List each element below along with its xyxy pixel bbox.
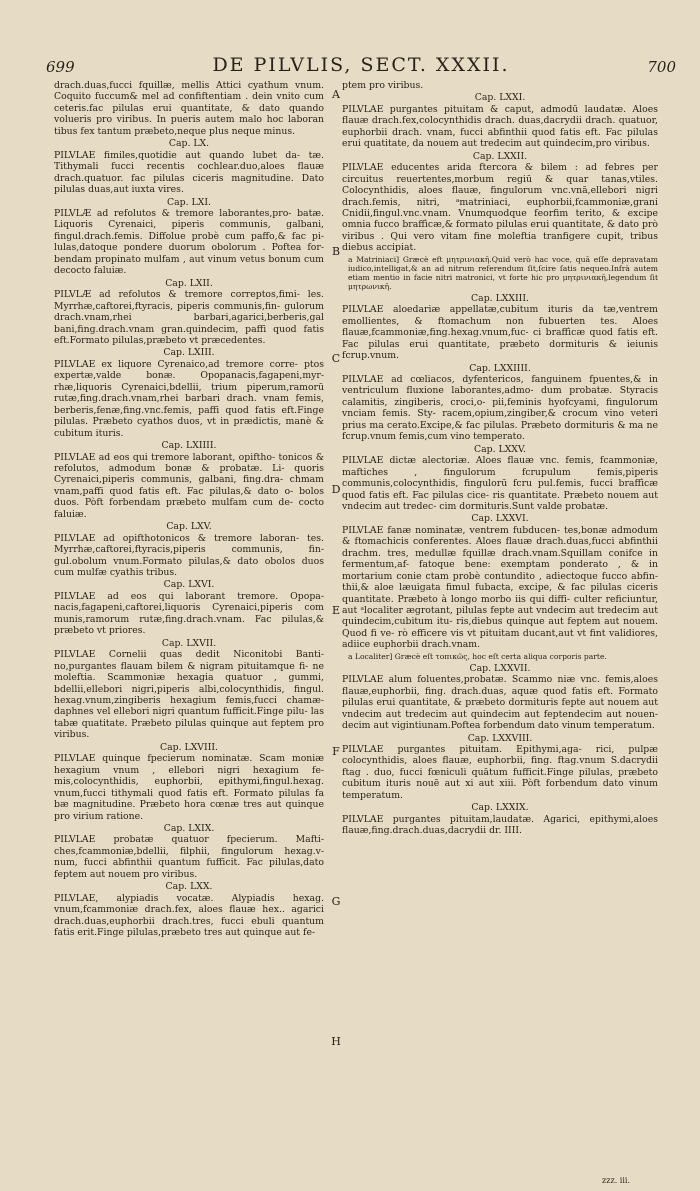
margin-letter: D xyxy=(331,483,341,496)
paragraph: PILVLAE ad opifthotonicos & tremore laboran- tes. Myrrhæ,caftorei,ftyracis,piperis communis, fin- gul.obolum vnum.Formato pilulas,& dato obolos duos cum mulfæ cyathis tribus. xyxy=(54,532,324,579)
footnote: a Localiter] Græcè eſt τοπικῶς, hoc eſt certa aliqua corporis parte. xyxy=(348,651,607,661)
margin-letter: A xyxy=(332,88,340,101)
margin-letter: G xyxy=(331,895,341,908)
left-column xyxy=(54,80,324,939)
paragraph: PILVLAE alum foluentes,probatæ. Scammo niæ vnc. femis,aloes flauæ,euphorbii, fing. drach.duas, aquæ quod fatis eft. Formato pilulas erui quantitate, & præbeto dormituris fepte aut nouem aut vndecim aut tredecim aut quindecim aut feptendecim aut nouen- decim aut vigintiunam.Poftea forbendum dato vinum temperatum. xyxy=(342,674,658,732)
paragraph: PILVLAE ad eos qui tremore laborant, opiftho- tonicos & refolutos, admodum bonæ & probatæ. Li- quoris Cyrenaici,piperis communis, galbani, fing.dra- chmam vnam,paffi quod fatis eft. Fac pilulas,& dato o- bolos duos. Pòft forbendam præbeto mulfam cum de- cocto faluiæ. xyxy=(54,451,324,520)
chapter-heading: Cap. LXXV. xyxy=(474,443,526,455)
chapter-heading: Cap. LXXVIII. xyxy=(467,732,533,744)
paragraph: PILVLAE ad eos qui laborant tremore. Opopa- nacis,fagapeni,caftorei,liquoris Cyrenaici,piperis com munis,ramorum rutæ,fing.drach.vnam. Fac pilulas,& præbeto vt priores. xyxy=(54,590,324,637)
chapter-heading: Cap. LXIII. xyxy=(163,347,215,359)
chapter-heading: Cap. LXVI. xyxy=(163,579,215,591)
footnote: a Matriniaci] Græcè eft μητρινιακῆ.Quid verò hac voce, quā eſſe depravatam iudico,intelligat,& an ad nitrum referendum ſit,ſcire ſatis nequeo.Infrà autem etiam mentio in facie nitri matronici, vt forte hic pro μητρινιακῆ,legendum ſit μητρωνικῆ. xyxy=(348,254,658,291)
paragraph: PILVLÆ ad refolutos & tremore correptos,fimi- les. Myrrhæ,caftorei,ftyracis, piperis communis,fin- gulorum drach.vnam,rhei barbari,agarici,berberis,gal bani,fing.drach.vnam gran.quindecim, paffi quod fatis eft.Formato pilulas,præbeto vt præcedentes. xyxy=(54,289,324,346)
paragraph: PILVLAE ad cœliacos, dyfentericos, fanguinem fpuentes,& in ventriculum fluxione laborantes,admo- dum probatæ. Styracis calamitis, zingiberis, croci,o- pii,feminis hyofcyami, fingulorum vnciam femis. Sty- racem,opium,zingiber,& crocum vino veteri prius ma cerato.Excipe,& fac pilulas. Præbeto dormituris & ma ne fcrup.vnum femis,cum vino temperato. xyxy=(342,373,658,443)
paragraph: PILVLAE Cornelii quas dedit Niconitobi Banti- no,purgantes flauam bilem & nigram pituitamque fi- ne moleftia. Scammoniæ hexagia quatuor , gummi, bdellii,ellebori nigri,piperis albi,colocynthidis, fingul. hexag.vnum,zingiberis hexagium femis,fucci chamæ- daphnes vel ellebori nigri quantum fufficit.Finge pilu- las tabæ quatitate. Præbeto pilulas quinque aut feptem pro viribus. xyxy=(54,649,324,741)
paragraph: PILVLAE purgantes pituitam,laudatæ. Agarici, epithymi,aloes flauæ,fing.drach.duas,dacrydii dr. IIII. xyxy=(342,813,658,837)
paragraph: PILVLAE dictæ alectoriæ. Aloes flauæ vnc. femis, fcammoniæ, maftiches , fingulorum fcrupulum femis,piperis communis,colocynthidis, fingulorū fcru pul.femis, fucci braffìcæ quod fatis eft. Fac pilulas cice- ris quantitate. Præbeto nouem aut vndecim aut tredec- cim dormituris.Sunt valde probatæ. xyxy=(342,455,658,512)
chapter-heading: Cap. LX. xyxy=(168,138,210,150)
chapter-heading: Cap. LXXIIII. xyxy=(469,362,531,374)
chapter-heading: Cap. LXXIII. xyxy=(471,292,529,304)
paragraph: PILVLAE aloedariæ appellatæ,cubitum ituris da tæ,ventrem emollientes, & ftomachum non fubuerten tes. Aloes flauæ,fcammoniæ,fing.hexag.vnum,fuc- ci braffìcæ quod fatis eft. Fac pilulas erui quantitate, præbeto dormituris & ieiunis fcrup.vnum. xyxy=(342,304,658,362)
chapter-heading: Cap. LXX. xyxy=(165,881,213,893)
margin-letter: E xyxy=(331,604,341,617)
chapter-heading: Cap. LXVIII. xyxy=(160,741,218,753)
chapter-heading: Cap. LXIIII. xyxy=(161,440,217,452)
chapter-heading: Cap. LXI. xyxy=(167,196,211,208)
paragraph: PILVLAE probatæ quatuor fpecierum. Mafti- ches,fcammoniæ,bdellii, filphii, fingulorum hexag.v- num, fucci abfinthii quantum fufficit. Fac pilulas,dato feptem aut nouem pro viribus. xyxy=(54,834,324,880)
page-header xyxy=(40,54,682,80)
signature-mark: zzz. iii. xyxy=(602,1176,630,1185)
margin-letter: B xyxy=(331,245,341,258)
paragraph: ptem pro viribus. xyxy=(342,80,424,91)
right-page-number: 700 xyxy=(647,58,676,76)
paragraph: PILVLÆ ad refolutos & tremore laborantes,pro- batæ. Liquoris Cyrenaici, piperis communis, galbani, fingul.drach.femis. Diffolue probè cum paffo,& fac pi- lulas,datoque pondere duorum obolorum . Poftea for- bendam propinato mulfam , aut vinum vetus bonum cum decocto faluiæ. xyxy=(54,207,324,277)
chapter-heading: Cap. LXXVI. xyxy=(471,513,529,525)
paragraph: PILVLAE purgantes pituitam. Epithymi,aga- rici, pulpæ colocynthidis, aloes flauæ, euphorbii, fing. ftag.vnum S.dacrydii ftag . duo, fucci fœniculi quātum fufficit.Finge pilulas, præbeto cubitum ituris nouē aut xi aut xiii. Pòft forbendum dato vinum temperatum. xyxy=(342,744,658,801)
paragraph: drach.duas,fucci fquillæ, mellis Attici cyathum vnum. Coquito fuccum& mel ad confiftentiam . dein vnito cum ceteris.fac pilulas erui quantitate, & dato quando volueris pro viribus. In pueris autem malo hoc laboran tibus fex tantum præbeto,neque plus neque minus. xyxy=(54,80,324,137)
right-column xyxy=(342,80,658,837)
paragraph: PILVLAE quinque fpecierum nominatæ. Scam moniæ hexagium vnum , ellebori nigri hexagium fe- mis,colocynthidis, euphorbii, epithymi,fingul.hexag. vnum,fucci tithymali quod fatis eft. Formato pilulas fa bæ magnitudine. Præbeto hora cœnæ tres aut quinque pro virium ratione. xyxy=(54,753,324,822)
margin-letter: C xyxy=(331,352,341,365)
chapter-heading: Cap. LXXII. xyxy=(472,150,528,162)
margin-letter: H xyxy=(331,1035,341,1048)
paragraph: PILVLAE fanæ nominatæ, ventrem fubducen- tes,bonæ admodum & ftomachicis conferentes. Aloes flauæ drach.duas,fucci abfinthii drachm. tres, medullæ fquillæ drach.vnam.Squillam conifce in fermentum,af- fatoque bene: exemptam ponderato , & in mortarium conie ctam probè contundito , adiectoque fucco abfin- thii,& aloe læuigata fimul fubacta, excipe, & fac pilulas ciceris quantitate. Præbeto à longo morbo iis qui diffi- culter reficiuntur, aut ᵃlocaliter ægrotant, pilulas fepte aut vndecim aut tredecim aut quindecim,cubitum itu- ris,diebus quinque aut feptem aut nouem. Quod fi ve- rò efficere vis vt pituitam ducant,aut vt fint validiores, adiice euphorbii drach.vnam. xyxy=(342,524,658,651)
paragraph: PILVLAE, alypiadis vocatæ. Alypiadis hexag. vnum,fcammoniæ drach.fex, aloes flauæ hex.. agarici drach.duas,euphorbii drach.tres, fucci ebuli quantum fatis erit.Finge pilulas,præbeto tres aut quinque aut fe- xyxy=(54,892,324,939)
chapter-heading: Cap. LXXI. xyxy=(474,92,526,104)
chapter-heading: Cap. LXXIX. xyxy=(471,802,529,814)
chapter-heading: Cap. LXV. xyxy=(166,521,212,533)
chapter-heading: Cap. LXXVII. xyxy=(469,662,531,674)
paragraph: PILVLAE educentes arida ftercora & bilem : ad febres per circuitus reuertentes,morbum regiū & quar tanas,vtiles. Colocynthidis, aloes flauæ, fingulorum vnc.vnā,ellebori nigri drach.femis, nitri, ᵃmatriniaci, euphorbii,fcammoniæ,grani Cnidii,fingul.vnc.vnam. Vnumquodque feorfim terito, & excipe omnia fucco braffìcæ,& formato pilulas erui quantitate, & dato prò viribus . Qui vero vitam fine moleftia tranfigere cupit, tribus diebus accipiat. xyxy=(342,162,658,254)
running-title: DE PILVLIS, SECT. XXXII. xyxy=(212,54,510,76)
left-page-number: 699 xyxy=(46,58,75,76)
chapter-heading: Cap. LXII. xyxy=(165,277,213,289)
margin-letter: F xyxy=(332,745,340,758)
paragraph: PILVLAE fimiles,quotidie aut quando lubet da- tæ. Tithymali fucci recentis cochlear.duo,aloes flauæ drach.quatuor. fac pilulas ciceris magnitudine. Dato pilulas duas,aut iuxta vires. xyxy=(54,149,324,196)
paragraph: PILVLAE purgantes pituitam & caput, admodū laudatæ. Aloes flauæ drach.fex,colocynthidis drach. duas,dacrydii drach. quatuor, euphorbii drach. vnam, fucci abfinthii quod fatis eft. Fac pilulas erui quatitate, da nouem aut tredecim aut quindecim,pro viribus. xyxy=(342,103,658,150)
paragraph: PILVLAE ex liquore Cyrenaico,ad tremore corre- ptos expertæ,valde bonæ. Opopanacis,fagapeni,myr- rhæ,liquoris Cyrenaici,bdellii, trium piperum,ramorū rutæ,fing.drach.vnam,rhei barbari drach. vnam femis, berberis,fenæ,fing.vnc.femis, paffi quod fatis eft.Finge pilulas. Præbeto cyathos duos, vt in prædictis, manè & cubitum ituris. xyxy=(54,358,324,439)
chapter-heading: Cap. LXIX. xyxy=(163,823,215,834)
chapter-heading: Cap. LXVII. xyxy=(161,637,217,649)
